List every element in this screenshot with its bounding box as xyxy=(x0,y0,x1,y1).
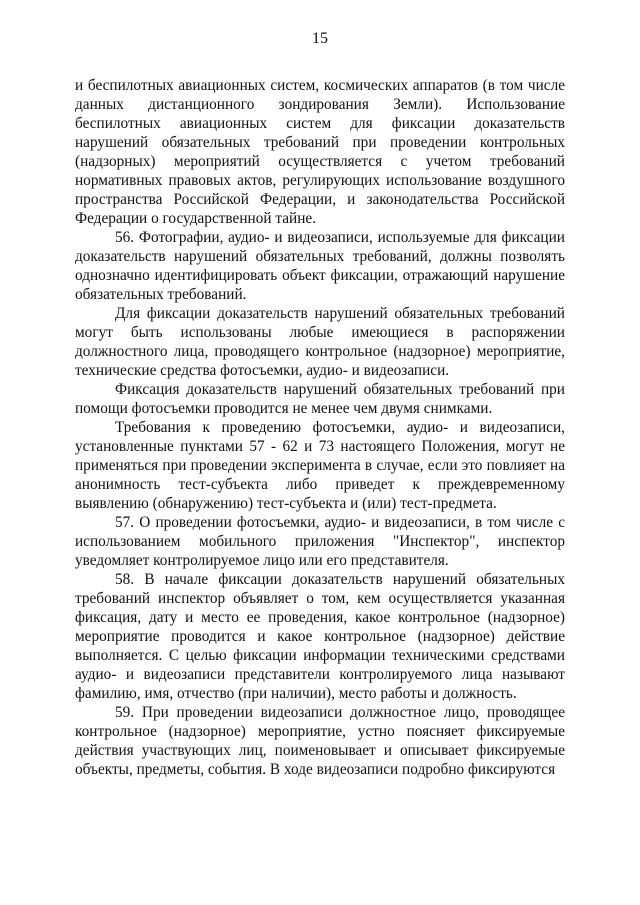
paragraph-59: 59. При проведении видеозаписи должностное лицо, проводящее контрольное (надзорное) мероприятие, устно поясняет фиксируемые действия участвующих лиц, поименовывает и описывает фиксируемые объекты, предметы, события. В ходе видеозаписи подробно фиксируются xyxy=(75,704,565,778)
paragraph-56: 56. Фотографии, аудио- и видеозаписи, используемые для фиксации доказательств нарушений обязательных требований, должны позволять однозначно идентифицировать объект фиксации, отражающий нарушение обязательных требований. xyxy=(75,229,565,303)
paragraph-57: 57. О проведении фотосъемки, аудио- и видеозаписи, в том числе с использованием мобильного приложения "Инспектор", инспектор уведомляет контролируемое лицо или его представителя. xyxy=(75,514,565,569)
page-number: 15 xyxy=(312,30,328,47)
paragraph-experiment-exception: Требования к проведению фотосъемки, аудио- и видеозаписи, установленные пунктами 57 - 62 и 73 настоящего Положения, могут не применяться при проведении эксперимента в случае, если это повлияет на анонимность тест-субъекта либо приведет к преждевременному выявлению (обнаружению) тест-субъекта и (или) тест-предмета. xyxy=(75,419,565,512)
paragraph-photo-count: Фиксация доказательств нарушений обязательных требований при помощи фотосъемки проводится не менее чем двумя снимками. xyxy=(75,381,565,417)
paragraph-fixation-means: Для фиксации доказательств нарушений обязательных требований могут быть использованы любые имеющиеся в распоряжении должностного лица, проводящего контрольное (надзорное) мероприятие, технические средства фотосъемки, аудио- и видеозаписи. xyxy=(75,305,565,379)
paragraph-58: 58. В начале фиксации доказательств нарушений обязательных требований инспектор объявляет о том, кем осуществляется указанная фиксация, дату и место ее проведения, какое контрольное (надзорное) мероприятие проводится и какое контрольное (надзорное) действие выполняется. С целью фиксации информации техническими средствами аудио- и видеозаписи представители контролируемого лица называют фамилию, имя, отчество (при наличии), место работы и должность. xyxy=(75,571,565,702)
paragraph-1: и беспилотных авиационных систем, космических аппаратов (в том числе данных дистанционного зондирования Земли). Использование беспилотных авиационных систем для фиксации доказательств нарушений обязательных требований при проведении контрольных (надзорных) мероприятий осуществляется с учетом требований нормативных правовых актов, регулирующих использование воздушного пространства Российской Федерации, и законодательства Российской Федерации о государственной тайне. xyxy=(75,77,565,227)
document-body xyxy=(75,76,565,779)
